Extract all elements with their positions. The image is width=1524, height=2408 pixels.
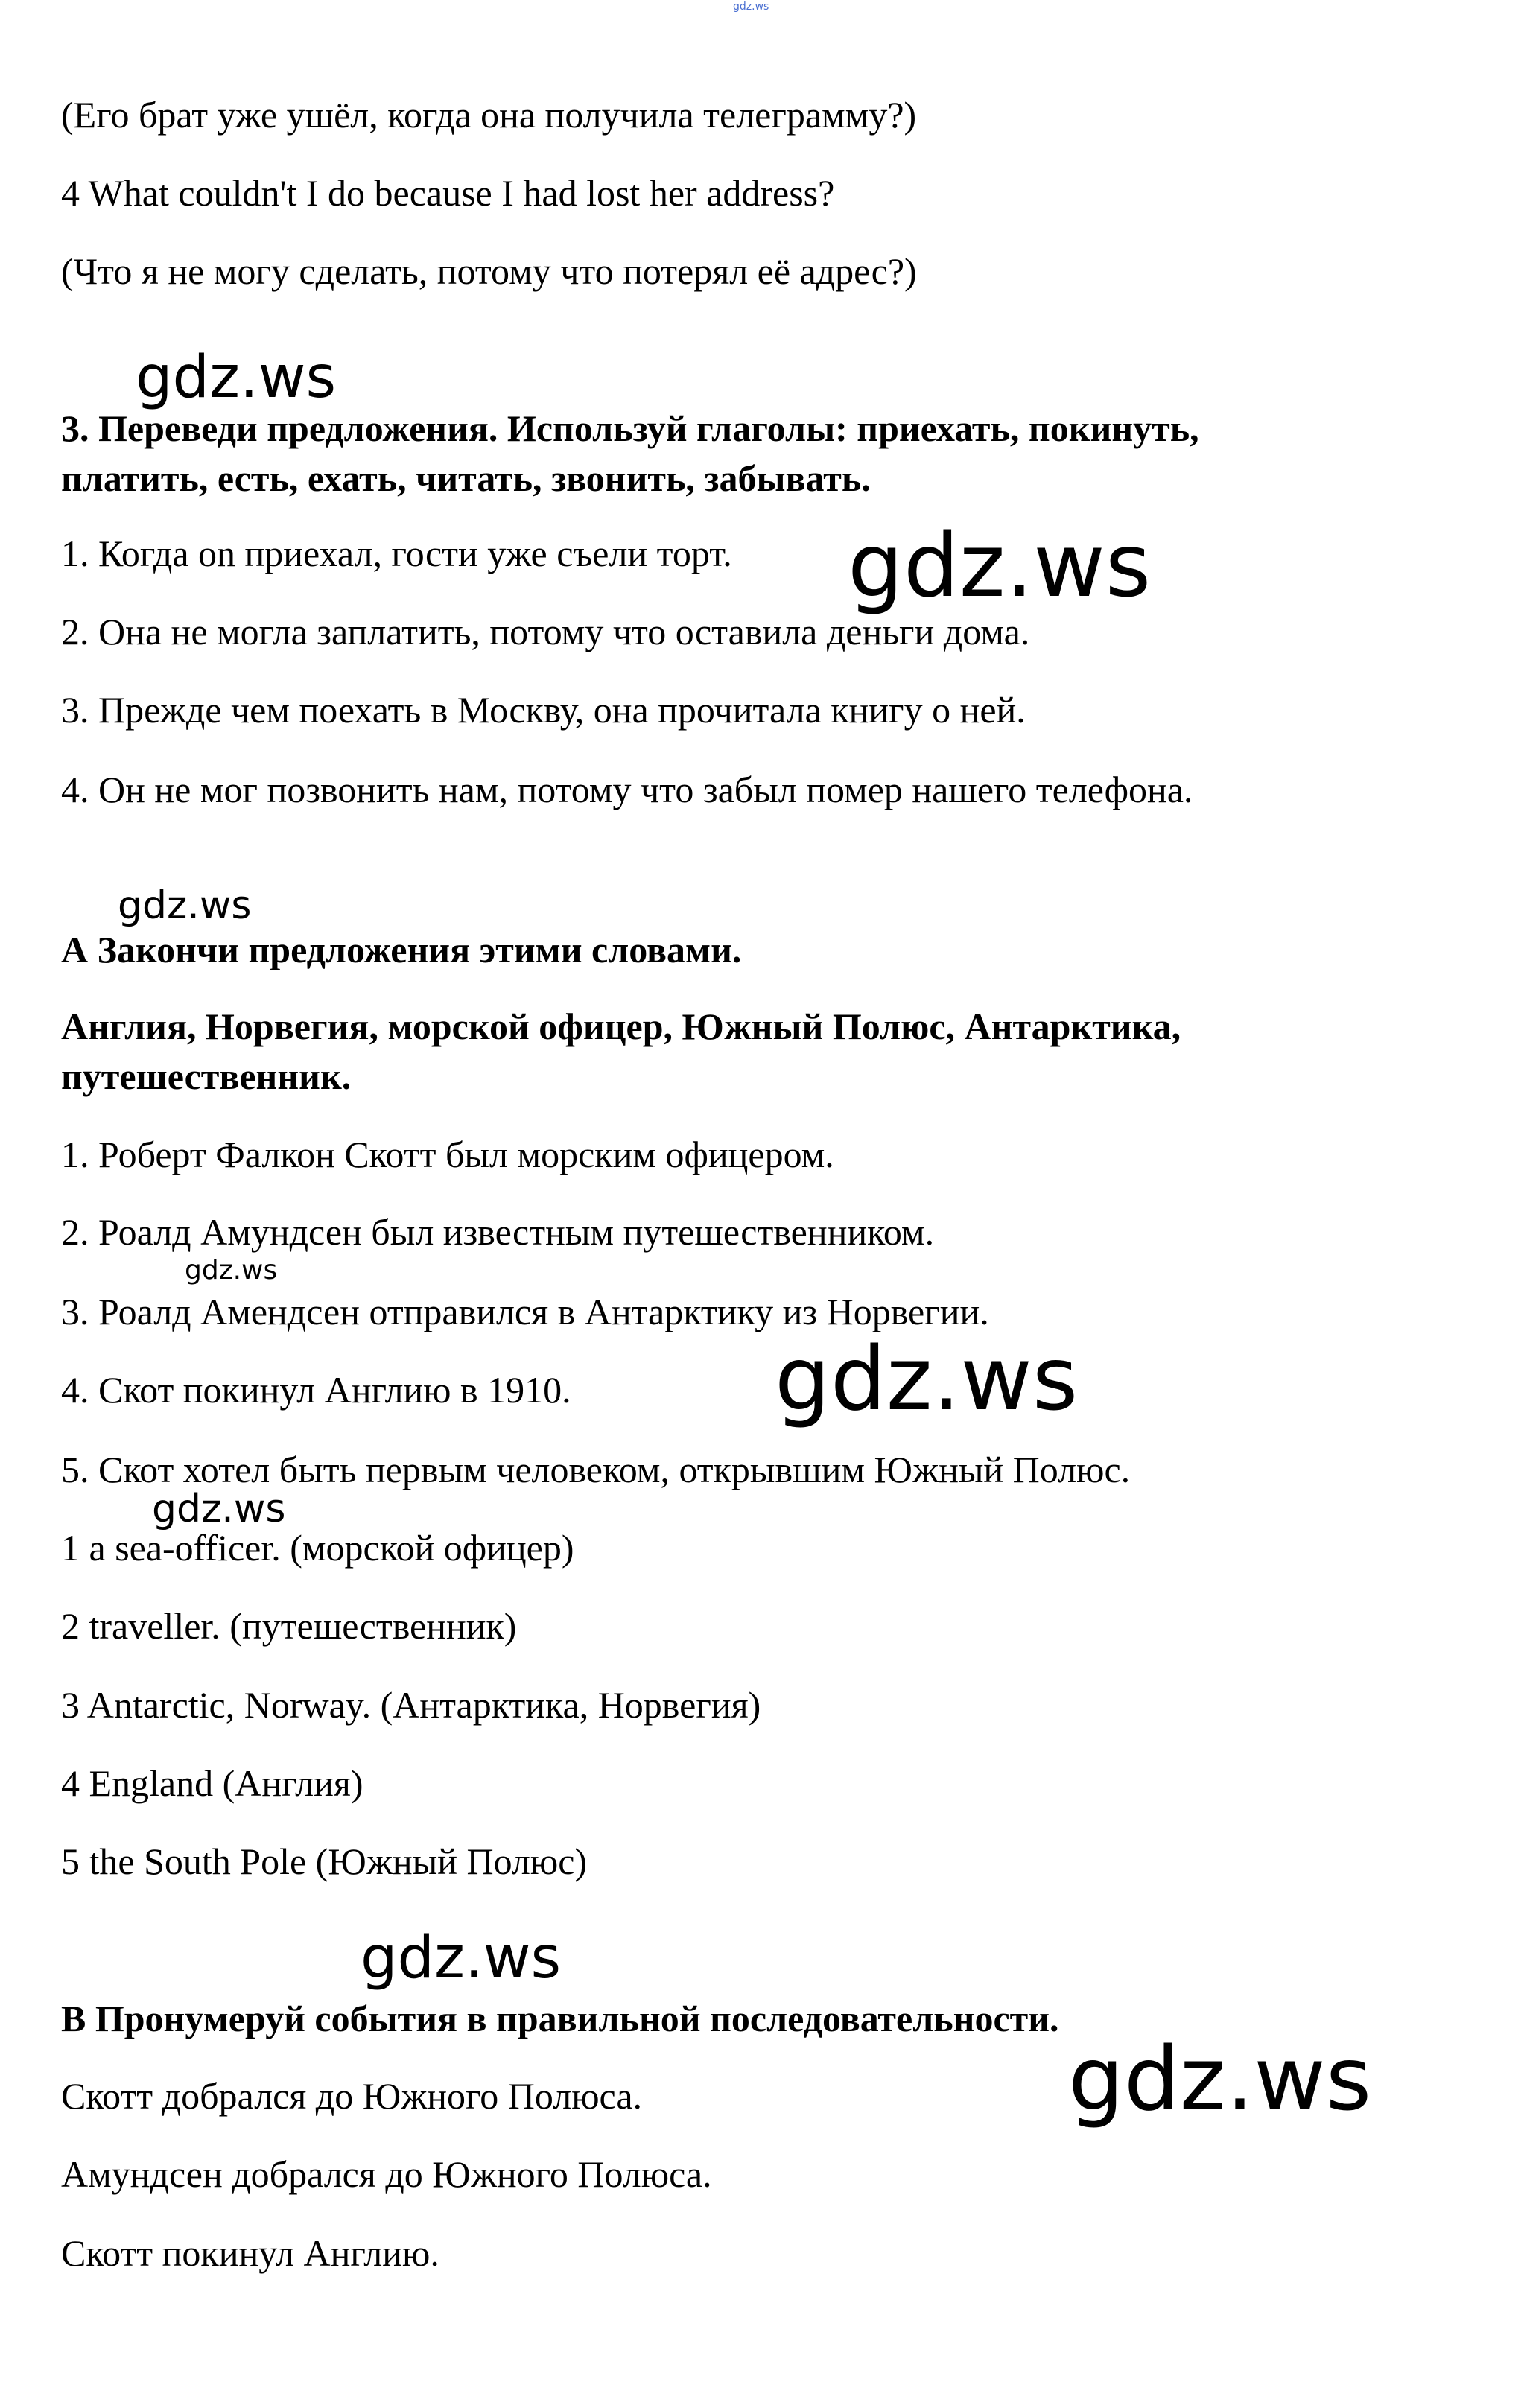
sectionA-answer-5: 5 the South Pole (Южный Полюс) — [61, 1840, 588, 1882]
sectionA-answer-2: 2 traveller. (путешественник) — [61, 1605, 517, 1647]
sectionA-heading: А Закончи предложения этими словами. — [61, 929, 742, 970]
watermark-7: gdz.ws — [361, 1925, 562, 1992]
watermark-1: gdz.ws — [136, 344, 337, 411]
watermark-5: gdz.ws — [775, 1327, 1079, 1430]
sectionB-item-3: Скотт покинул Англию. — [61, 2232, 439, 2274]
watermark-6: gdz.ws — [152, 1487, 286, 1531]
watermark-8: gdz.ws — [1068, 2027, 1372, 2130]
sectionB-item-2: Амундсен добрался до Южного Полюса. — [61, 2153, 712, 2195]
sectionA-answer-4: 4 England (Англия) — [61, 1762, 363, 1804]
prev-line-1: (Его брат уже ушёл, когда она получила телеграмму?) — [61, 94, 917, 136]
sectionA-item-3: 3. Роалд Амендсен отправился в Антарктику из Норвегии. — [61, 1291, 989, 1332]
prev-line-3: (Что я не могу сделать, потому что потерял её адрес?) — [61, 250, 917, 292]
section3-heading-line1: 3. Переведи предложения. Используй глаголы: приехать, покинуть, — [61, 407, 1199, 449]
sectionB-heading: В Пронумеруй события в правильной последовательности. — [61, 1998, 1059, 2039]
section3-item-1: 1. Когда on приехал, гости уже съели торт. — [61, 533, 732, 574]
watermark-2: gdz.ws — [848, 514, 1152, 617]
watermark-3: gdz.ws — [118, 883, 252, 928]
sectionA-words-line2: путешественник. — [61, 1055, 352, 1097]
sectionA-item-1: 1. Роберт Фалкон Скотт был морским офицером. — [61, 1134, 834, 1175]
section3-item-4: 4. Он не мог позвонить нам, потому что забыл помер нашего телефона. — [61, 769, 1193, 810]
sectionB-item-1: Скотт добрался до Южного Полюса. — [61, 2075, 643, 2117]
watermark-4: gdz.ws — [185, 1255, 278, 1286]
sectionA-item-5: 5. Скот хотел быть первым человеком, открывшим Южный Полюс. — [61, 1449, 1131, 1490]
top-watermark: gdz.ws — [733, 1, 769, 13]
prev-line-2: 4 What couldn't I do because I had lost her address? — [61, 172, 835, 214]
sectionA-words-line1: Англия, Норвегия, морской офицер, Южный Полюс, Антарктика, — [61, 1006, 1181, 1047]
section3-item-2: 2. Она не могла заплатить, потому что оставила деньги дома. — [61, 611, 1030, 652]
section3-item-3: 3. Прежде чем поехать в Москву, она прочитала книгу о ней. — [61, 689, 1026, 731]
sectionA-item-4: 4. Скот покинул Англию в 1910. — [61, 1369, 571, 1411]
sectionA-answer-1: 1 a sea-officer. (морской офицер) — [61, 1527, 574, 1569]
section3-heading-line2: платить, есть, ехать, читать, звонить, забывать. — [61, 457, 871, 499]
sectionA-answer-3: 3 Antarctic, Norway. (Антарктика, Норвегия) — [61, 1684, 761, 1726]
sectionA-item-2: 2. Роалд Амундсен был известным путешественником. — [61, 1211, 935, 1253]
